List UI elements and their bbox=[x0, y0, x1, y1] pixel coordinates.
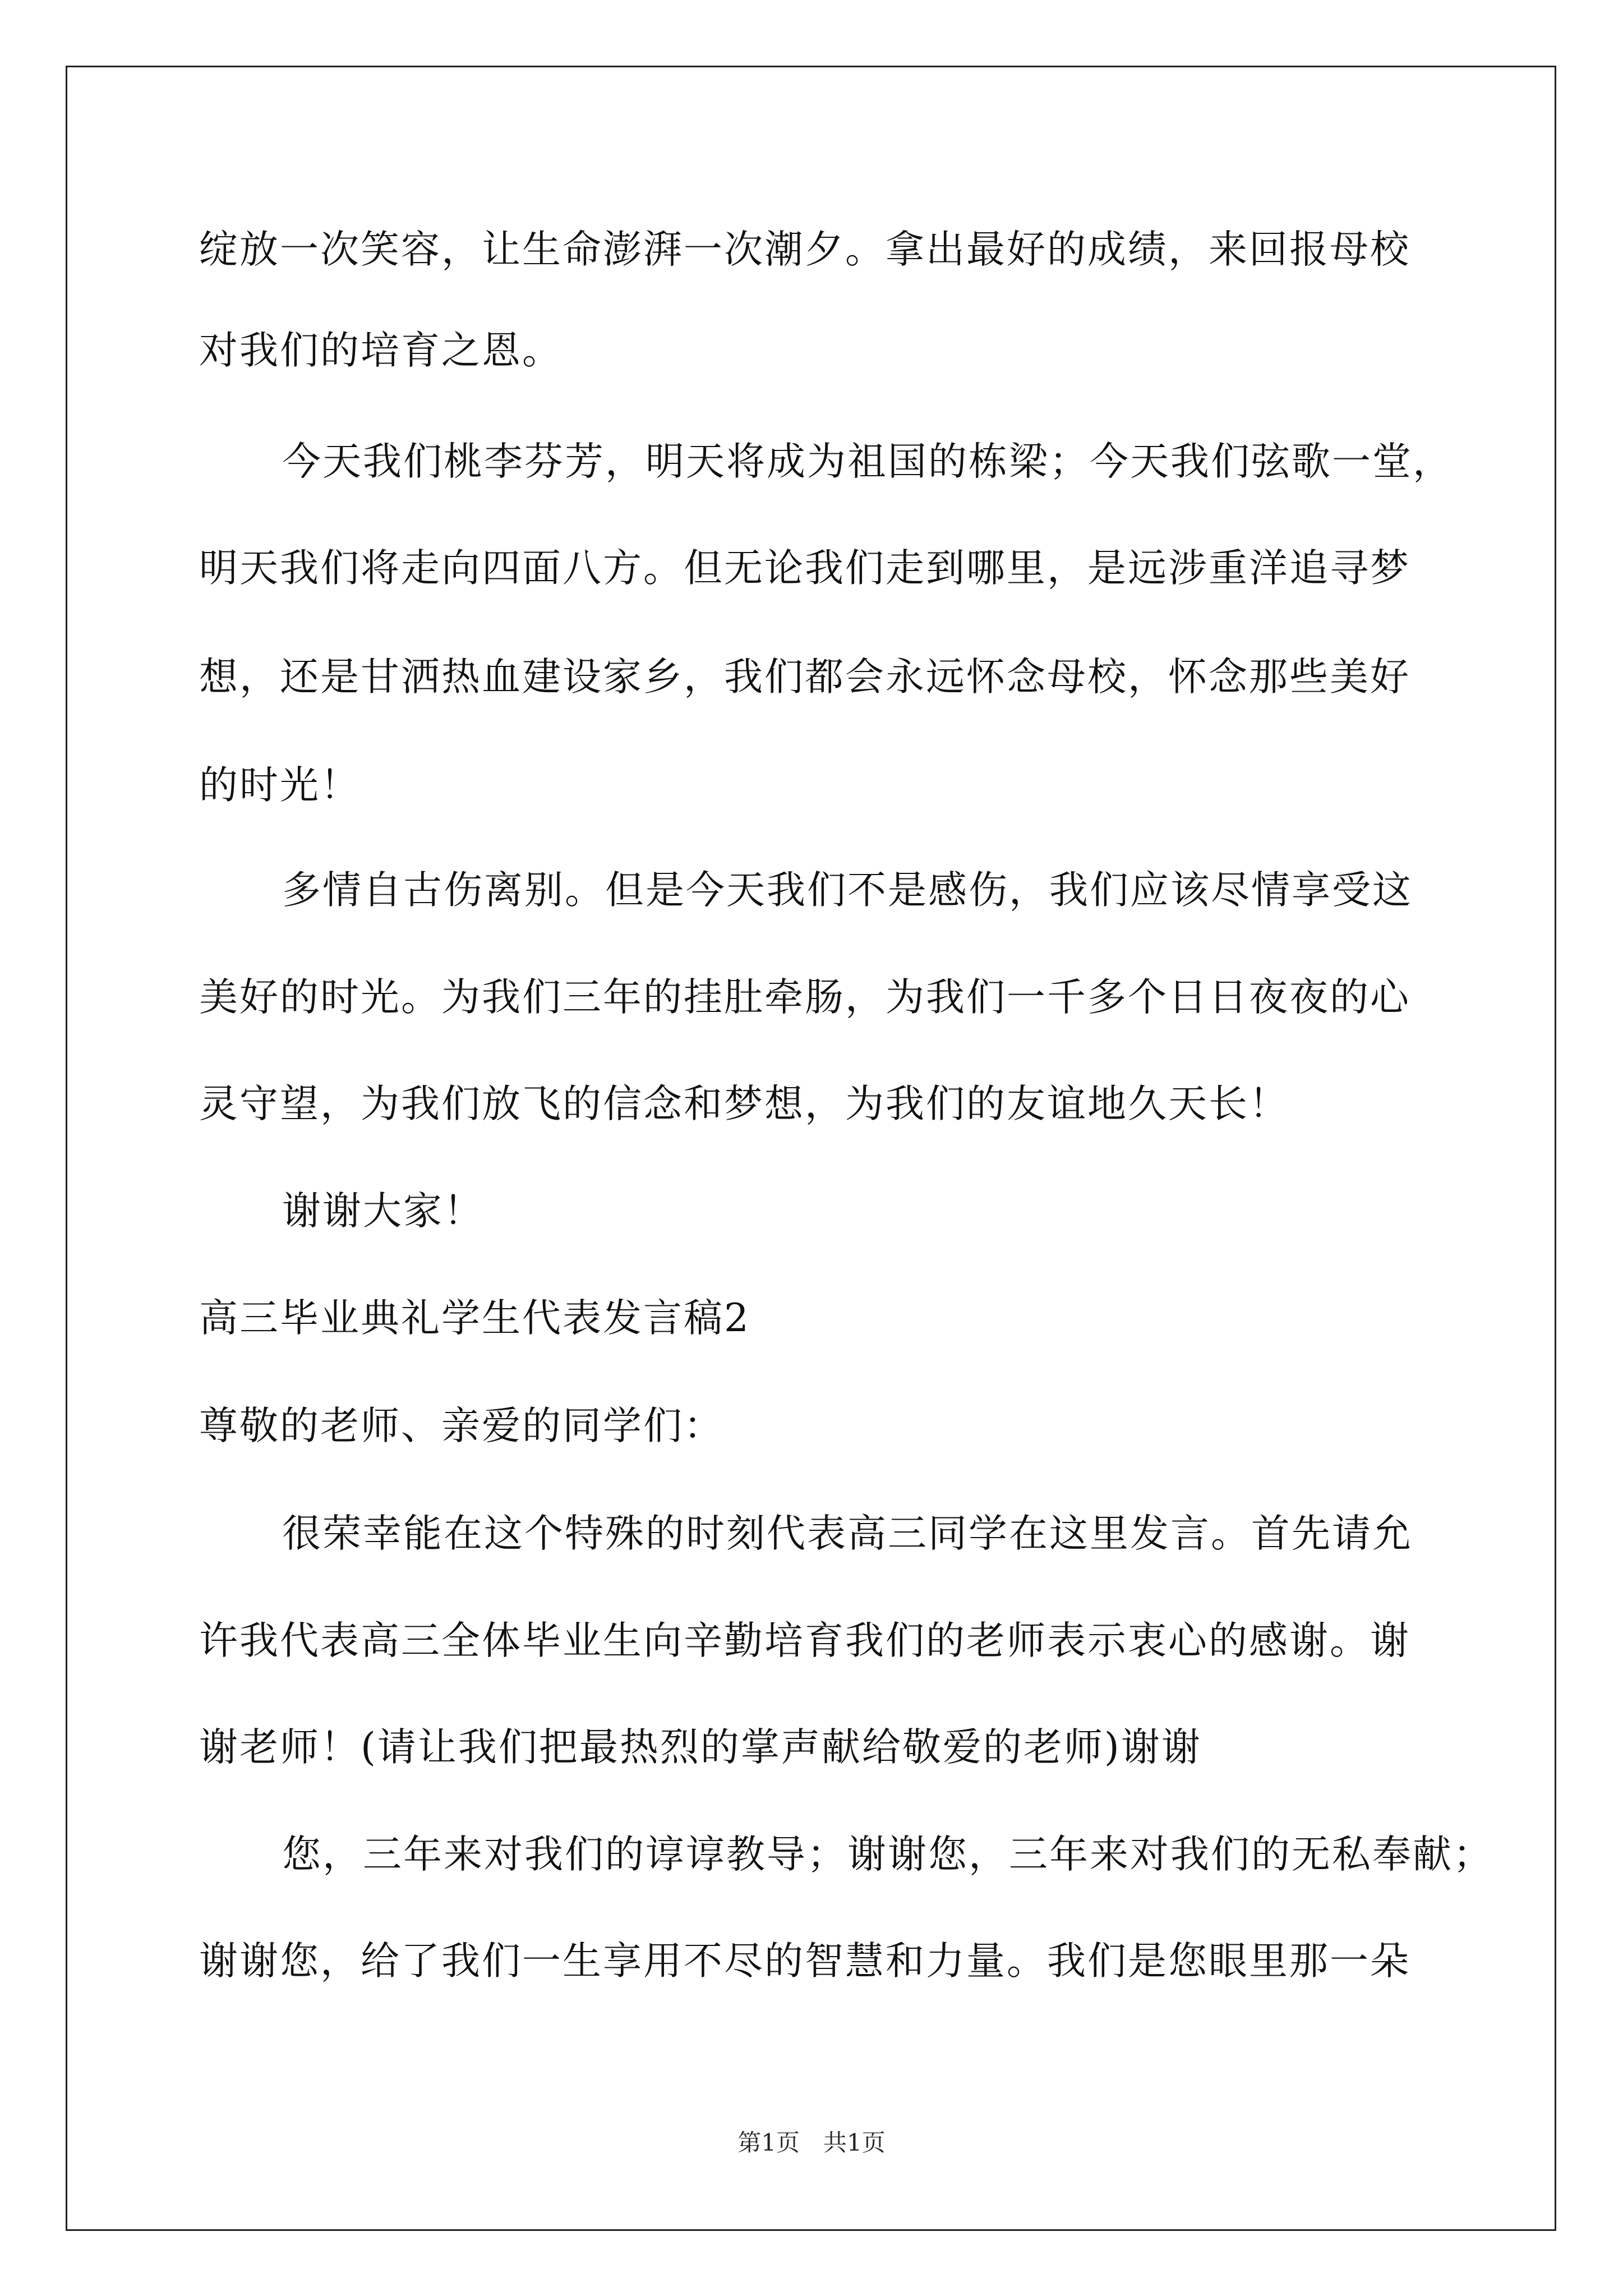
text-line: 美好的时光。为我们三年的挂肚牵肠，为我们一千多个日日夜夜的心 bbox=[199, 975, 1410, 1020]
text-line: 对我们的培育之恩。 bbox=[199, 328, 562, 373]
text-line: 谢谢您，给了我们一生享用不尽的智慧和力量。我们是您眼里那一朵 bbox=[199, 1939, 1410, 1984]
text-line: 多情自古伤离别。但是今天我们不是感伤，我们应该尽情享受这 bbox=[282, 868, 1413, 913]
text-line: 许我代表高三全体毕业生向辛勤培育我们的老师表示衷心的感谢。谢 bbox=[199, 1618, 1410, 1663]
text-line: 谢谢大家！ bbox=[282, 1189, 484, 1234]
page-border bbox=[66, 66, 1556, 2231]
text-line: 灵守望，为我们放飞的信念和梦想，为我们的友谊地久天长！ bbox=[199, 1082, 1289, 1126]
text-line: 很荣幸能在这个特殊的时刻代表高三同学在这里发言。首先请允 bbox=[282, 1511, 1413, 1556]
section-heading: 高三毕业典礼学生代表发言稿2 bbox=[199, 1296, 750, 1341]
text-line: 绽放一次笑容，让生命澎湃一次潮夕。拿出最好的成绩，来回报母校 bbox=[199, 227, 1410, 272]
text-line: 明天我们将走向四面八方。但无论我们走到哪里，是远涉重洋追寻梦 bbox=[199, 546, 1410, 591]
text-line: 的时光！ bbox=[199, 763, 361, 808]
text-line: 今天我们桃李芬芳，明天将成为祖国的栋梁；今天我们弦歌一堂， bbox=[282, 439, 1453, 484]
text-line: 您，三年来对我们的谆谆教导；谢谢您，三年来对我们的无私奉献； bbox=[282, 1832, 1493, 1877]
salutation: 尊敬的老师、亲爱的同学们： bbox=[199, 1404, 724, 1448]
text-line: 谢老师！(请让我们把最热烈的掌声献给敬爱的老师)谢谢 bbox=[199, 1725, 1202, 1770]
text-line: 想，还是甘洒热血建设家乡，我们都会永远怀念母校，怀念那些美好 bbox=[199, 655, 1410, 700]
page-number-footer: 第1页 共1页 bbox=[737, 2129, 886, 2156]
